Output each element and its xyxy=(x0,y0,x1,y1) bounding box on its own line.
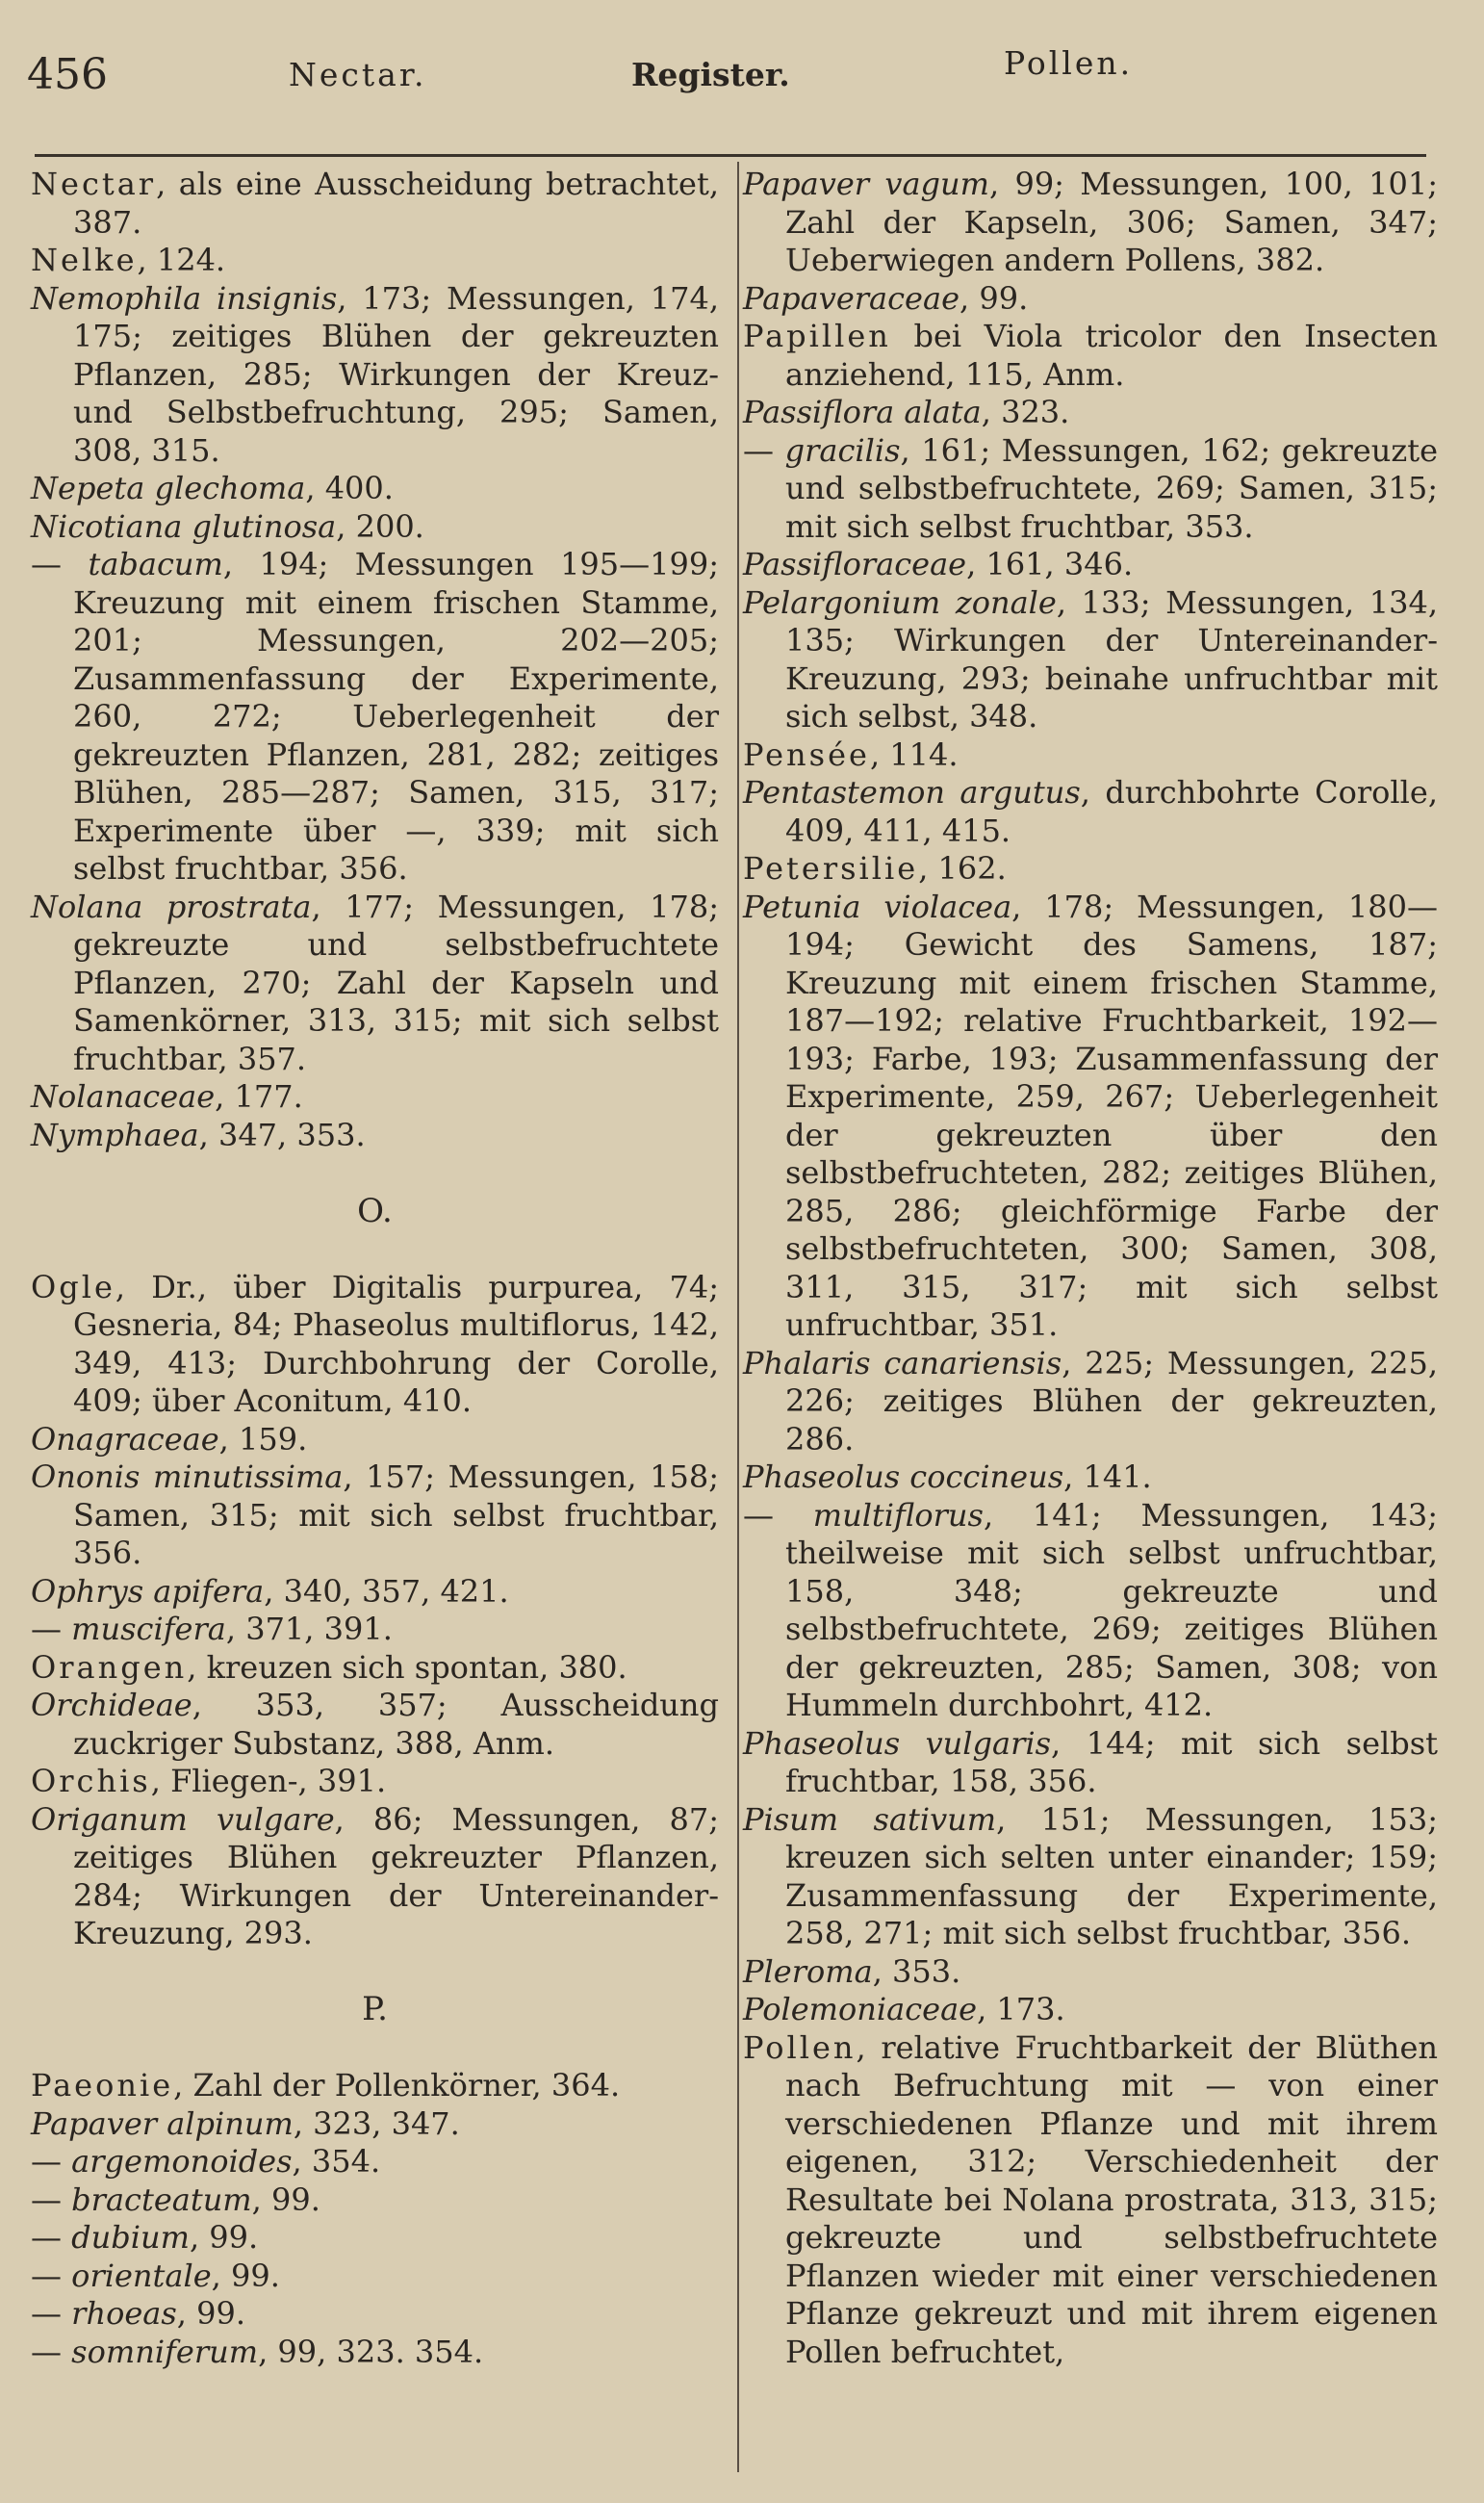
index-entry xyxy=(31,1117,719,1155)
entry-references: bei Viola tricolor den Insecten anziehend, 115, Anm. xyxy=(785,318,1438,393)
index-entry xyxy=(743,1953,1438,1992)
entry-heading: Passifloraceae xyxy=(743,546,967,582)
index-entry xyxy=(743,318,1438,394)
header-right-keyword: Pollen. xyxy=(1004,44,1134,82)
entry-heading: Petersilie xyxy=(743,850,919,887)
entry-references: , 151; Messungen, 153; kreuzen sich selten unter einander; 159; Zusammenfassung der Experimente, 258, 271; mit sich selbst fruchtbar, 356. xyxy=(785,1800,1438,1951)
index-entry xyxy=(31,1763,719,1801)
index-entry xyxy=(31,166,719,242)
index-entry xyxy=(743,1991,1438,2029)
entry-heading: Ononis minutissima xyxy=(31,1458,344,1495)
index-entry xyxy=(31,2295,719,2334)
header-rule xyxy=(35,154,1426,157)
section-heading: O. xyxy=(357,1191,393,1230)
entry-heading: Ogle xyxy=(31,1268,115,1305)
entry-references: , 161; Messungen, 162; gekreuzte und selbstbefruchtete, 269; Samen, 315; mit sich selbst fruchtbar, 353. xyxy=(785,431,1439,545)
entry-heading: Papaver alpinum xyxy=(31,2104,294,2142)
entry-heading: somniferum xyxy=(71,2333,259,2370)
entry-references: , 323, 347. xyxy=(293,2104,460,2142)
entry-dash: — xyxy=(31,2333,72,2370)
index-entry xyxy=(743,1458,1438,1497)
index-entry xyxy=(743,2029,1438,2372)
entry-references: , 354. xyxy=(292,2143,381,2180)
entry-heading: Pentastemon argutus xyxy=(743,774,1081,811)
header-left-keyword: Nectar. xyxy=(289,56,427,93)
entry-references: , 178; Messungen, 180—194; Gewicht des Samens, 187; Kreuzung mit einem frischen Stamme, 187—192; relative Fruchtbarkeit, 192—193; Farbe, 193; Zusammenfassung der Experimente, 259, 267; Ueberlegenheit der gekreuzten über den selbstbefruchteten, 282; zeitiges Blühen, 285, 286; gleichförmige Farbe der selbstbefruchteten, 300; Samen, 308, 311, 315, 317; mit sich selbst unfruchtbar, 351. xyxy=(785,888,1439,1343)
entry-references: , 347, 353. xyxy=(198,1116,366,1153)
entry-references: , Zahl der Pollenkörner, 364. xyxy=(173,2067,621,2103)
index-entry xyxy=(743,889,1438,1345)
entry-dash: — xyxy=(31,2143,72,2180)
entry-heading: Orchideae xyxy=(31,1687,192,1723)
entry-heading: dubium xyxy=(71,2219,190,2256)
index-entry xyxy=(31,1649,719,1688)
entry-references: , 162. xyxy=(918,850,1007,887)
entry-references: , 194; Messungen 195—199; Kreuzung mit einem frischen Stamme, 201; Messungen, 202—205; Zusammenfassung der Experimente, 260, 272; Ueberlegenheit der gekreuzten Pflanzen, 281, 282; zeitiges Blühen, 285—287; Samen, 315, 317; Experimente über —, 339; mit sich selbst fruchtbar, 356. xyxy=(73,546,720,887)
entry-dash: — xyxy=(743,1496,813,1534)
index-entry xyxy=(743,166,1438,280)
index-entry xyxy=(31,2334,719,2372)
entry-references: , Dr., über Digitalis purpurea, 74; Gesneria, 84; Phaseolus multiflorus, 142, 349, 413; Durchbohrung der Corolle, 409; über Aconitum, 410. xyxy=(73,1268,719,1419)
entry-references: , 161, 346. xyxy=(966,546,1134,582)
running-header xyxy=(27,44,1457,108)
entry-references: , 323. xyxy=(981,394,1070,430)
entry-references: , 99. xyxy=(189,2219,259,2256)
entry-heading: orientale xyxy=(71,2257,212,2294)
index-entry xyxy=(743,850,1438,889)
entry-references: , 353, 357; Ausscheidung zuckriger Substanz, 388, Anm. xyxy=(73,1687,719,1762)
entry-references: , 99; Messungen, 100, 101; Zahl der Kapseln, 306; Samen, 347; Ueberwiegen andern Pollens, 382. xyxy=(785,166,1439,278)
entry-heading: Nolanaceae xyxy=(31,1078,216,1115)
entry-heading: Phaseolus vulgaris xyxy=(743,1724,1052,1762)
index-entry xyxy=(31,1269,719,1421)
entry-references: , 133; Messungen, 134, 135; Wirkungen der Untereinander-Kreuzung, 293; beinahe unfruchtbar mit sich selbst, 348. xyxy=(785,583,1439,735)
entry-heading: Nemophila insignis xyxy=(31,279,338,317)
left-column xyxy=(31,166,719,2371)
index-entry xyxy=(743,774,1438,850)
entry-heading: Papaver vagum xyxy=(743,166,989,202)
entry-heading: argemonoides xyxy=(71,2143,293,2180)
entry-heading: bracteatum xyxy=(71,2180,252,2218)
header-title: Register. xyxy=(631,56,790,93)
index-entry xyxy=(31,2181,719,2220)
entry-references: , 99. xyxy=(251,2180,320,2218)
index-entry xyxy=(743,280,1438,319)
entry-heading: muscifera xyxy=(71,1611,226,1647)
entry-heading: tabacum xyxy=(88,546,223,582)
entry-heading: Nectar xyxy=(31,166,157,202)
entry-dash: — xyxy=(743,431,785,469)
index-entry xyxy=(31,1573,719,1612)
entry-references: , Fliegen-, 391. xyxy=(150,1763,387,1799)
entry-heading: Nicotiana glutinosa xyxy=(31,507,337,545)
index-entry xyxy=(31,1611,719,1649)
entry-references: , kreuzen sich spontan, 380. xyxy=(187,1648,627,1686)
entry-dash: — xyxy=(31,1611,72,1647)
index-entry xyxy=(31,2258,719,2296)
entry-heading: Petunia violacea xyxy=(743,888,1012,925)
entry-references: , 86; Messungen, 87; zeitiges Blühen gekreuzter Pflanzen, 284; Wirkungen der Untereinander-Kreuzung, 293. xyxy=(73,1800,719,1951)
index-entry xyxy=(31,280,719,471)
index-entry xyxy=(31,242,719,280)
entry-heading: Orangen xyxy=(31,1648,188,1686)
entry-references: , 200. xyxy=(336,507,424,545)
entry-references: , 159. xyxy=(218,1420,308,1458)
index-entry xyxy=(743,1345,1438,1459)
entry-dash: — xyxy=(31,2219,72,2256)
entry-references: , 114. xyxy=(869,735,959,773)
index-entry xyxy=(743,1801,1438,1953)
entry-references: , 99. xyxy=(211,2257,280,2294)
entry-heading: multiflorus xyxy=(812,1496,984,1534)
index-entry xyxy=(31,1801,719,1953)
entry-heading: Onagraceae xyxy=(31,1420,219,1458)
index-entry xyxy=(31,2143,719,2181)
entry-heading: Nymphaea xyxy=(31,1116,199,1153)
column-divider xyxy=(737,162,739,2472)
entry-heading: Nepeta glechoma xyxy=(31,470,306,506)
entry-references: , 141. xyxy=(1063,1458,1152,1495)
entry-heading: Passiflora alata xyxy=(743,394,982,430)
entry-heading: Papaveraceae xyxy=(743,279,959,317)
index-entry xyxy=(743,394,1438,432)
entry-heading: Orchis xyxy=(31,1763,151,1799)
entry-references: , 157; Messungen, 158; Samen, 315; mit sich selbst fruchtbar, 356. xyxy=(73,1458,719,1571)
entry-heading: Pensée xyxy=(743,735,870,773)
entry-heading: Pisum sativum xyxy=(743,1800,997,1838)
entry-references: , 225; Messungen, 225, 226; zeitiges Blühen der gekreuzten, 286. xyxy=(785,1344,1439,1458)
index-entry xyxy=(743,546,1438,584)
entry-heading: Pelargonium zonale xyxy=(743,583,1057,621)
entry-heading: rhoeas xyxy=(71,2295,177,2332)
index-entry xyxy=(31,546,719,889)
right-column xyxy=(743,166,1438,2371)
index-entry xyxy=(31,2105,719,2144)
index-entry xyxy=(31,508,719,547)
entry-dash: — xyxy=(31,2257,72,2294)
index-entry xyxy=(743,1497,1438,1725)
page-number: 456 xyxy=(27,50,108,99)
entry-heading: gracilis xyxy=(784,431,901,469)
entry-references: , 177; Messungen, 178; gekreuzte und selbstbefruchtete Pflanzen, 270; Zahl der Kapseln und Samenkörner, 313, 315; mit sich selbst fruchtbar, 357. xyxy=(73,888,720,1077)
entry-dash: — xyxy=(31,2295,72,2332)
index-entry xyxy=(31,1687,719,1763)
index-entry xyxy=(31,1078,719,1117)
index-entry xyxy=(31,2219,719,2258)
entry-heading: Nolana prostrata xyxy=(31,888,312,925)
entry-references: , 141; Messungen, 143; theilweise mit sich selbst unfruchtbar, 158, 348; gekreuzte und selbstbefruchtete, 269; zeitiges Blühen der gekreuzten, 285; Samen, 308; von Hummeln durchbohrt, 412. xyxy=(785,1496,1439,1723)
entry-heading: Phaseolus coccineus xyxy=(743,1458,1064,1495)
entry-heading: Paeonie xyxy=(31,2067,174,2103)
entry-references: , 353. xyxy=(872,1952,961,1990)
index-entry xyxy=(743,584,1438,736)
index-entry xyxy=(31,470,719,508)
index-entry xyxy=(31,1458,719,1573)
entry-references: , 173; Messungen, 174, 175; zeitiges Blühen der gekreuzten Pflanzen, 285; Wirkungen der Kreuz- und Selbstbefruchtung, 295; Samen, 308, 315. xyxy=(73,279,719,469)
index-entry xyxy=(31,2067,719,2105)
entry-heading: Polemoniaceae xyxy=(743,1991,978,2027)
index-entry xyxy=(31,889,719,1079)
entry-heading: Papillen xyxy=(743,318,891,354)
entry-references: , 371, 391. xyxy=(225,1611,393,1647)
index-entry xyxy=(743,432,1438,547)
entry-heading: Phalaris canariensis xyxy=(743,1344,1062,1381)
entry-references: , relative Fruchtbarkeit der Blüthen nach Befruchtung mit — von einer verschiedenen Pflanze und mit ihrem eigenen, 312; Verschiedenheit der Resultate bei Nolana prostrata, 313, 315; gekreuzte und selbstbefruchtete Pflanzen wieder mit einer verschiedenen Pflanze gekreuzt und mit ihrem eigenen Pollen befruchtet, xyxy=(785,2028,1438,2370)
index-entry xyxy=(743,736,1438,775)
entry-references: , als eine Ausscheidung betrachtet, 387. xyxy=(73,166,719,241)
entry-references: , 144; mit sich selbst fruchtbar, 158, 356. xyxy=(785,1724,1439,1799)
entry-heading: Pollen xyxy=(743,2028,857,2066)
entry-references: , 99, 323. 354. xyxy=(258,2333,484,2370)
index-entry xyxy=(743,1725,1438,1801)
entry-heading: Pleroma xyxy=(743,1952,873,1990)
entry-dash: — xyxy=(31,2180,72,2218)
entry-references: , 173. xyxy=(977,1991,1065,2027)
entry-references: , 340, 357, 421. xyxy=(264,1572,509,1610)
entry-references: , 124. xyxy=(137,242,226,278)
entry-references: , 400. xyxy=(305,470,394,506)
entry-references: , 99. xyxy=(176,2295,246,2332)
entry-references: , durchbohrte Corolle, 409, 411, 415. xyxy=(785,774,1439,849)
entry-dash: — xyxy=(31,546,89,582)
entry-heading: Origanum vulgare xyxy=(31,1800,335,1838)
entry-references: , 177. xyxy=(215,1078,303,1115)
entry-heading: Ophrys apifera xyxy=(31,1572,265,1610)
entry-heading: Nelke xyxy=(31,242,138,278)
section-heading: P. xyxy=(362,1990,388,2028)
entry-references: , 99. xyxy=(959,279,1029,317)
index-entry xyxy=(31,1421,719,1459)
